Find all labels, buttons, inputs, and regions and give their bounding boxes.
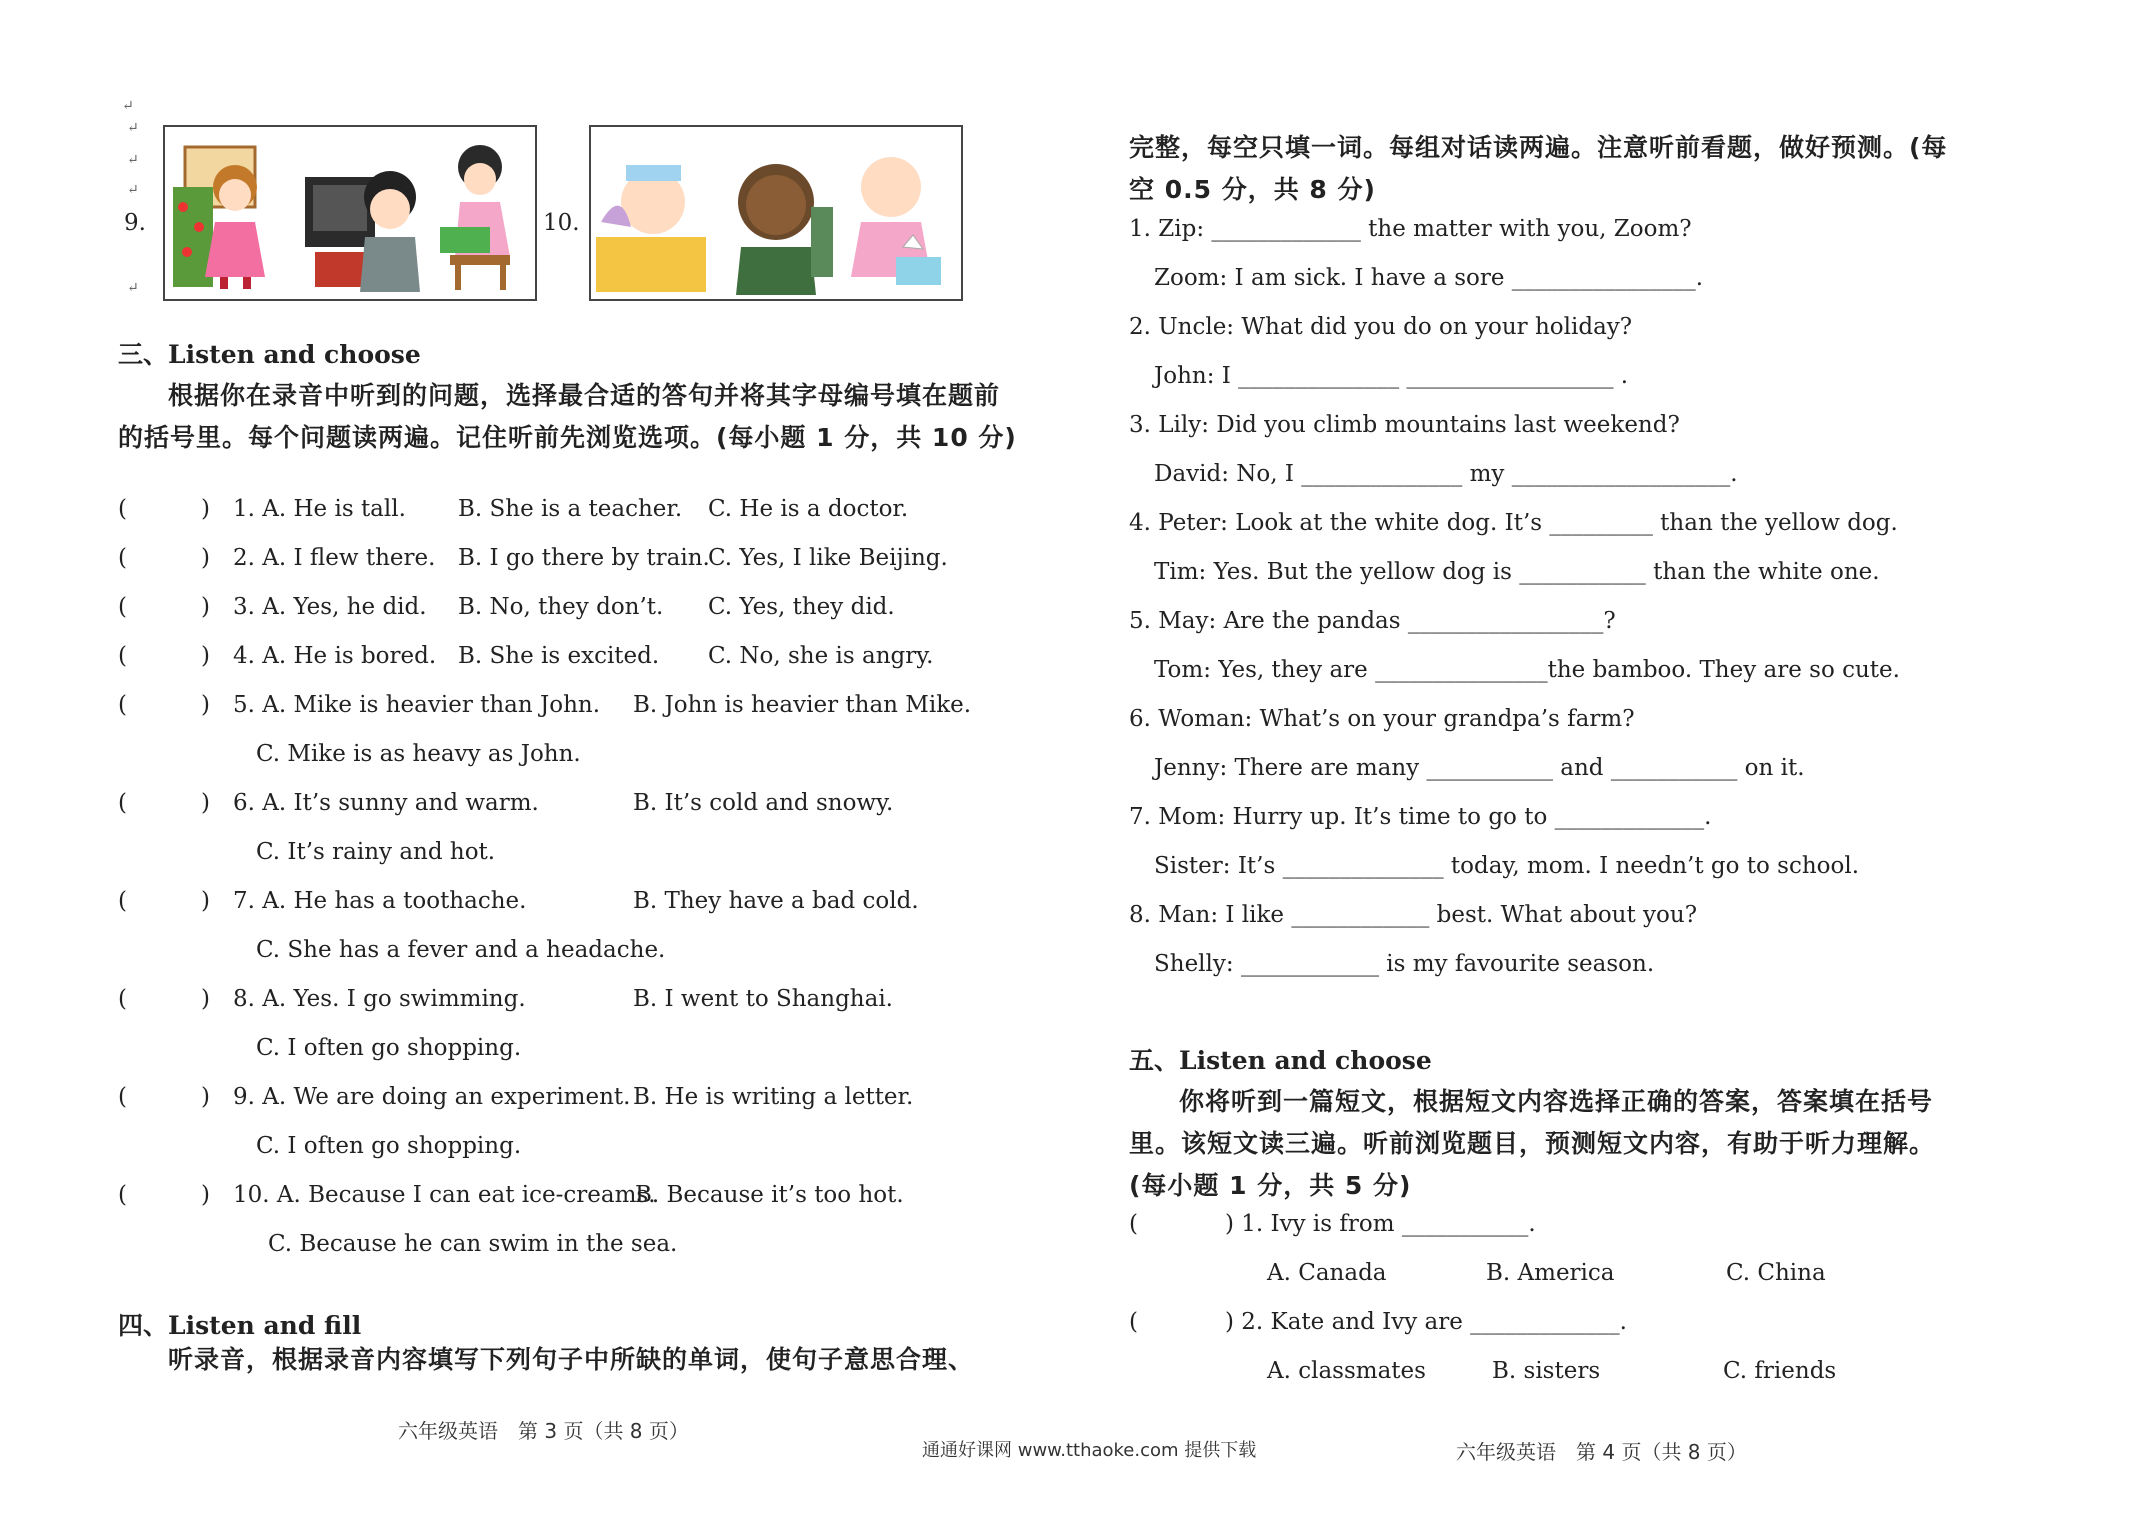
option-b: B. It’s cold and snowy.	[633, 790, 894, 816]
option-a: 5. A. Mike is heavier than John.	[233, 692, 601, 718]
option-a: 4. A. He is bored.	[233, 643, 437, 669]
option-b: B. America	[1486, 1260, 1615, 1286]
option-c: C. Because he can swim in the sea.	[268, 1231, 678, 1257]
answer-paren-close: )	[201, 496, 210, 522]
answer-paren-close: )	[201, 545, 210, 571]
option-b: B. No, they don’t.	[458, 594, 664, 620]
picture-10-illustration	[591, 127, 961, 299]
option-b: B. I go there by train.	[458, 545, 710, 571]
option-b: B. She is excited.	[458, 643, 660, 669]
dialogue-line: 4. Peter: Look at the white dog. It’s _________ than the yellow dog.	[1129, 510, 1898, 536]
answer-paren-open: (	[118, 888, 127, 914]
option-b: B. John is heavier than Mike.	[633, 692, 972, 718]
dialogue-line: John: I ______________ __________________ .	[1154, 363, 1629, 389]
option-a: 9. A. We are doing an experiment.	[233, 1084, 631, 1110]
paragraph-mark: ↵	[127, 280, 139, 296]
option-c: C. It’s rainy and hot.	[256, 839, 496, 865]
option-a: 3. A. Yes, he did.	[233, 594, 427, 620]
paragraph-mark: ↵	[127, 152, 139, 168]
answer-paren-open: (	[118, 545, 127, 571]
dialogue-line: Tim: Yes. But the yellow dog is ___________ than the white one.	[1154, 559, 1880, 585]
answer-paren-close: )	[201, 594, 210, 620]
option-c: C. She has a fever and a headache.	[256, 937, 666, 963]
option-b: B. He is writing a letter.	[633, 1084, 914, 1110]
question-text: ) 2. Kate and Ivy are _____________.	[1225, 1309, 1627, 1335]
picture-box-10	[589, 125, 963, 301]
dialogue-line: 7. Mom: Hurry up. It’s time to go to _____________.	[1129, 804, 1712, 830]
option-c: C. I often go shopping.	[256, 1133, 522, 1159]
dialogue-line: Tom: Yes, they are _______________the bamboo. They are so cute.	[1154, 657, 1900, 683]
option-c: C. No, she is angry.	[708, 643, 934, 669]
dialogue-line: 6. Woman: What’s on your grandpa’s farm?	[1129, 706, 1635, 732]
picture-label-9: 9.	[124, 210, 146, 236]
option-b: B. They have a bad cold.	[633, 888, 919, 914]
option-c: C. Yes, I like Beijing.	[708, 545, 948, 571]
picture-9-illustration	[165, 127, 535, 299]
answer-paren-close: )	[201, 888, 210, 914]
answer-paren-open: (	[118, 1182, 127, 1208]
picture-label-10: 10.	[543, 210, 580, 236]
option-c: C. friends	[1723, 1358, 1837, 1384]
option-a: 1. A. He is tall.	[233, 496, 406, 522]
dialogue-line: David: No, I ______________ my ___________________.	[1154, 461, 1738, 487]
answer-paren-open: (	[118, 1084, 127, 1110]
dialogue-line: Jenny: There are many ___________ and ___________ on it.	[1154, 755, 1805, 781]
section-3-title: 三、Listen and choose	[118, 340, 421, 369]
picture-box-9	[163, 125, 537, 301]
section-5-instructions-line3: (每小题 1 分，共 5 分)	[1129, 1171, 1412, 1200]
option-a: 7. A. He has a toothache.	[233, 888, 527, 914]
section-3-instructions-line2: 的括号里。每个问题读两遍。记住听前先浏览选项。(每小题 1 分，共 10 分)	[118, 423, 1017, 452]
left-page	[0, 0, 1060, 1518]
dialogue-line: 5. May: Are the pandas _________________?	[1129, 608, 1616, 634]
answer-paren-open: (	[1129, 1211, 1138, 1237]
option-c: C. He is a doctor.	[708, 496, 909, 522]
question-text: ) 1. Ivy is from ___________.	[1225, 1211, 1536, 1237]
paragraph-mark: ↵	[127, 120, 139, 136]
answer-paren-close: )	[201, 986, 210, 1012]
section-4-instructions-line1: 听录音，根据录音内容填写下列句子中所缺的单词，使句子意思合理、	[168, 1345, 975, 1374]
section-5-instructions-line2: 里。该短文读三遍。听前浏览题目，预测短文内容，有助于听力理解。	[1129, 1129, 1936, 1158]
answer-paren-open: (	[1129, 1309, 1138, 1335]
dialogue-line: Shelly: ____________ is my favourite season.	[1154, 951, 1655, 977]
section-4-instructions-line3: 空 0.5 分，共 8 分)	[1129, 175, 1376, 204]
paragraph-mark: ↵	[122, 98, 134, 114]
right-page	[1075, 0, 2150, 1518]
section-5-title: 五、Listen and choose	[1129, 1046, 1432, 1075]
option-a: 2. A. I flew there.	[233, 545, 436, 571]
section-4-title: 四、Listen and fill	[118, 1311, 362, 1340]
answer-paren-close: )	[201, 692, 210, 718]
answer-paren-open: (	[118, 594, 127, 620]
answer-paren-open: (	[118, 986, 127, 1012]
answer-paren-close: )	[201, 1182, 210, 1208]
option-a: A. Canada	[1267, 1260, 1387, 1286]
answer-paren-close: )	[201, 1084, 210, 1110]
option-c: C. I often go shopping.	[256, 1035, 522, 1061]
dialogue-line: 3. Lily: Did you climb mountains last weekend?	[1129, 412, 1680, 438]
option-c: C. Yes, they did.	[708, 594, 895, 620]
section-5-instructions-line1: 你将听到一篇短文，根据短文内容选择正确的答案，答案填在括号	[1179, 1087, 1934, 1116]
page-footer-right: 六年级英语 第 4 页（共 8 页）	[1456, 1440, 1747, 1464]
dialogue-line: 1. Zip: _____________ the matter with you, Zoom?	[1129, 216, 1692, 242]
answer-paren-open: (	[118, 643, 127, 669]
option-a: 8. A. Yes. I go swimming.	[233, 986, 526, 1012]
option-a: 6. A. It’s sunny and warm.	[233, 790, 539, 816]
answer-paren-open: (	[118, 496, 127, 522]
page-footer-left: 六年级英语 第 3 页（共 8 页）	[398, 1419, 689, 1443]
dialogue-line: Zoom: I am sick. I have a sore ________________.	[1154, 265, 1704, 291]
option-b: B. She is a teacher.	[458, 496, 683, 522]
paragraph-mark: ↵	[127, 182, 139, 198]
answer-paren-open: (	[118, 790, 127, 816]
option-b: B. I went to Shanghai.	[633, 986, 893, 1012]
section-3-instructions-line1: 根据你在录音中听到的问题，选择最合适的答句并将其字母编号填在题前	[168, 381, 1001, 410]
answer-paren-close: )	[201, 643, 210, 669]
dialogue-line: 2. Uncle: What did you do on your holiday?	[1129, 314, 1633, 340]
option-a: 10. A. Because I can eat ice-creams.	[233, 1182, 656, 1208]
answer-paren-open: (	[118, 692, 127, 718]
website-footer: 通通好课网 www.tthaoke.com 提供下载	[922, 1440, 1257, 1461]
section-4-instructions-line2: 完整，每空只填一词。每组对话读两遍。注意听前看题，做好预测。(每	[1129, 133, 1948, 162]
answer-paren-close: )	[201, 790, 210, 816]
option-c: C. Mike is as heavy as John.	[256, 741, 581, 767]
option-a: A. classmates	[1267, 1358, 1426, 1384]
option-b: B. sisters	[1492, 1358, 1601, 1384]
option-b: B. Because it’s too hot.	[635, 1182, 904, 1208]
dialogue-line: 8. Man: I like ____________ best. What about you?	[1129, 902, 1698, 928]
option-c: C. China	[1726, 1260, 1826, 1286]
dialogue-line: Sister: It’s ______________ today, mom. I needn’t go to school.	[1154, 853, 1860, 879]
